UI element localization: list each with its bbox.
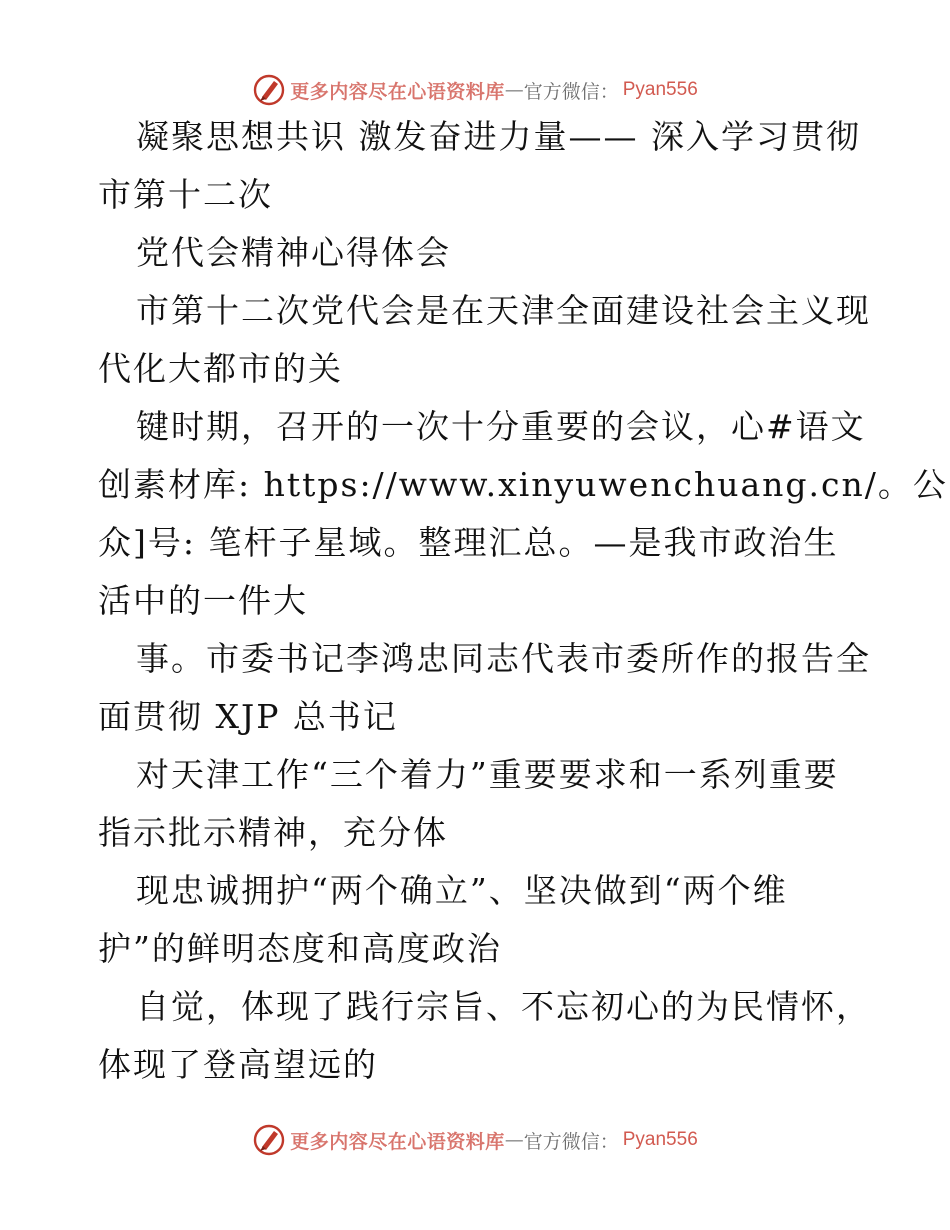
paragraph-line: 众]号: 笔杆子星域。整理汇总。—是我市政治生: [98, 523, 839, 562]
banner-wechat-label: 官方微信：: [523, 1130, 619, 1153]
title-line-1: 凝聚思想共识 激发奋进力量—— 深入学习贯彻: [136, 117, 861, 156]
banner-separator: —: [504, 1129, 524, 1151]
banner-slogan: 更多内容尽在心语资料库: [290, 80, 505, 103]
document-body: [98, 117, 948, 1104]
banner-separator: —: [504, 79, 524, 101]
header-banner: [0, 70, 950, 110]
banner-wechat-account: Pyan556: [622, 1129, 698, 1150]
paragraph-line: 活中的一件大: [98, 581, 308, 620]
paragraph-line: 对天津工作“三个着力”重要要求和一系列重要: [136, 755, 839, 794]
brand-logo-icon: [252, 1123, 286, 1157]
title-line-2: 市第十二次: [98, 175, 273, 214]
paragraph-line: 护”的鲜明态度和高度政治: [98, 929, 502, 968]
paragraph-line: 体现了登高望远的: [98, 1045, 378, 1084]
paragraph-line: 代化大都市的关: [98, 349, 343, 388]
footer-banner: [0, 1120, 950, 1160]
banner-wechat-label: 官方微信：: [523, 80, 619, 103]
paragraph-line: 创素材库: https://www.xinyuwenchuang.cn/。公: [98, 465, 948, 504]
banner-wechat-account: Pyan556: [622, 79, 698, 100]
paragraph-line: 现忠诚拥护“两个确立”、坚决做到“两个维: [136, 871, 788, 910]
paragraph-line: 指示批示精神，充分体: [98, 813, 448, 852]
paragraph-line: 事。市委书记李鸿忠同志代表市委所作的报告全: [136, 639, 871, 678]
paragraph-line: 键时期，召开的一次十分重要的会议，心#语文: [136, 407, 866, 446]
paragraph-line: 自觉，体现了践行宗旨、不忘初心的为民情怀，: [136, 987, 871, 1026]
brand-logo-icon: [252, 73, 286, 107]
paragraph-line: 面贯彻 XJP 总书记: [98, 697, 398, 736]
paragraph-line: 市第十二次党代会是在天津全面建设社会主义现: [136, 291, 871, 330]
banner-slogan: 更多内容尽在心语资料库: [290, 1130, 505, 1153]
subtitle-line: 党代会精神心得体会: [136, 233, 451, 272]
